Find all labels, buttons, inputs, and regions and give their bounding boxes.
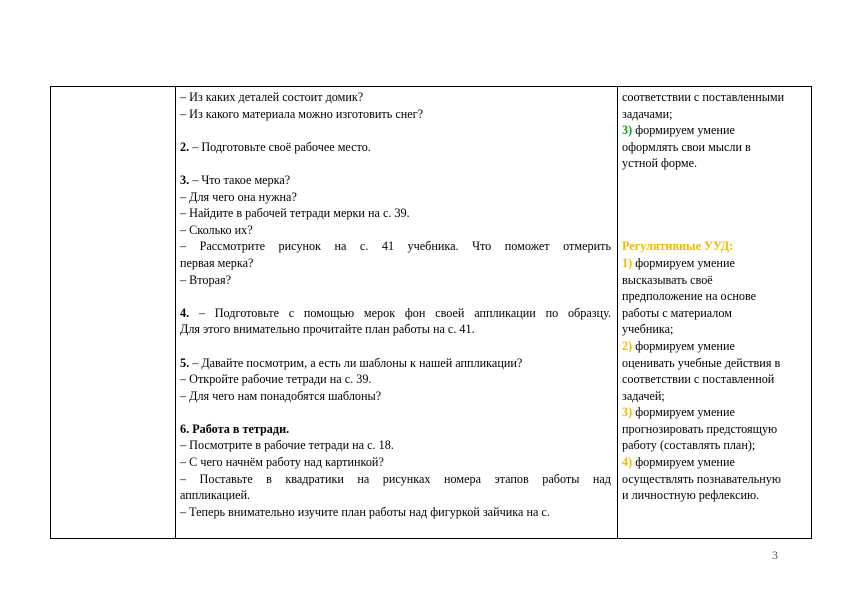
competencies-column	[622, 89, 808, 537]
step-3	[180, 172, 611, 189]
item-text: формируем умение	[632, 255, 735, 270]
regulatory-heading: Регулятивные УУД:	[622, 239, 734, 254]
text-line: – Из какого материала можно изготовить снег?	[180, 106, 424, 121]
list-item	[622, 338, 808, 355]
item-text: формируем умение	[632, 405, 735, 420]
column-divider-right	[617, 87, 618, 538]
text-line: – Найдите в рабочей тетради мерки на с. 39.	[180, 206, 410, 221]
text-line: – Посмотрите в рабочие тетради на с. 18.	[180, 438, 394, 453]
text-line: – Вторая?	[180, 272, 232, 287]
text-line: оформлять свои мысли в	[622, 139, 751, 154]
text-line: высказывать своё	[622, 272, 713, 287]
text-line: аппликацией.	[180, 488, 251, 503]
text-line: оценивать учебные действия в	[622, 355, 781, 370]
item-text: формируем умение	[632, 123, 735, 138]
list-item	[622, 122, 808, 139]
text-line: и личностную рефлексию.	[622, 488, 760, 503]
step-6-title: 6. Работа в тетради.	[180, 421, 290, 436]
text-line: соответствии с поставленными	[622, 90, 785, 104]
list-item	[622, 454, 808, 471]
step-number: 5.	[180, 355, 190, 370]
step-5	[180, 355, 611, 372]
text-line: – Рассмотрите рисунок на с. 41 учебника. Что поможет отмерить	[180, 239, 611, 254]
text-line: соответствии с поставленной	[622, 372, 775, 387]
item-number: 3)	[622, 123, 633, 138]
text-line: – Для чего нам понадобятся шаблоны?	[180, 388, 382, 403]
text-line: задачей;	[622, 388, 665, 403]
text-line: предположение на основе	[622, 289, 757, 304]
step-number: 3.	[180, 172, 190, 187]
step-number: 4.	[180, 305, 190, 320]
item-text: формируем умение	[632, 455, 735, 470]
step-number: 2.	[180, 139, 190, 154]
text-line: задачами;	[622, 106, 673, 121]
list-item	[622, 404, 808, 421]
item-text: формируем умение	[632, 338, 735, 353]
text-line: – Сколько их?	[180, 222, 253, 237]
text-line: учебника;	[622, 322, 674, 337]
lesson-content-column	[180, 89, 611, 537]
text-line: – С чего начнём работу над картинкой?	[180, 455, 384, 470]
text-line: работу (составлять план);	[622, 438, 756, 453]
step-text: – Подготовьте с помощью мерок фон своей аппликации по образцу.	[189, 305, 611, 320]
text-line: устной форме.	[622, 156, 698, 171]
step-text: – Давайте посмотрим, а есть ли шаблоны к нашей аппликации?	[189, 355, 523, 370]
text-line: – Для чего она нужна?	[180, 189, 297, 204]
text-line: осуществлять познавательную	[622, 471, 781, 486]
text-line: прогнозировать предстоящую	[622, 421, 778, 436]
page-number: 3	[772, 548, 778, 562]
step-text: – Что такое мерка?	[189, 172, 291, 187]
item-number: 4)	[622, 455, 633, 470]
list-item	[622, 255, 808, 272]
step-text: – Подготовьте своё рабочее место.	[189, 139, 371, 154]
item-number: 2)	[622, 338, 633, 353]
item-number: 1)	[622, 255, 633, 270]
lesson-table	[50, 86, 812, 539]
text-line: – Теперь внимательно изучите план работы над фигуркой зайчика на с.	[180, 504, 550, 519]
text-line: Для этого внимательно прочитайте план работы на с. 41.	[180, 322, 475, 337]
text-line: работы с материалом	[622, 305, 732, 320]
step-4	[180, 305, 611, 322]
text-line: – Откройте рабочие тетради на с. 39.	[180, 372, 372, 387]
item-number: 3)	[622, 405, 633, 420]
text-line: – Поставьте в квадратики на рисунках номера этапов работы над	[180, 471, 611, 486]
text-line: первая мерка?	[180, 255, 254, 270]
column-divider-left	[175, 87, 176, 538]
step-2	[180, 139, 611, 156]
text-line: – Из каких деталей состоит домик?	[180, 90, 364, 104]
